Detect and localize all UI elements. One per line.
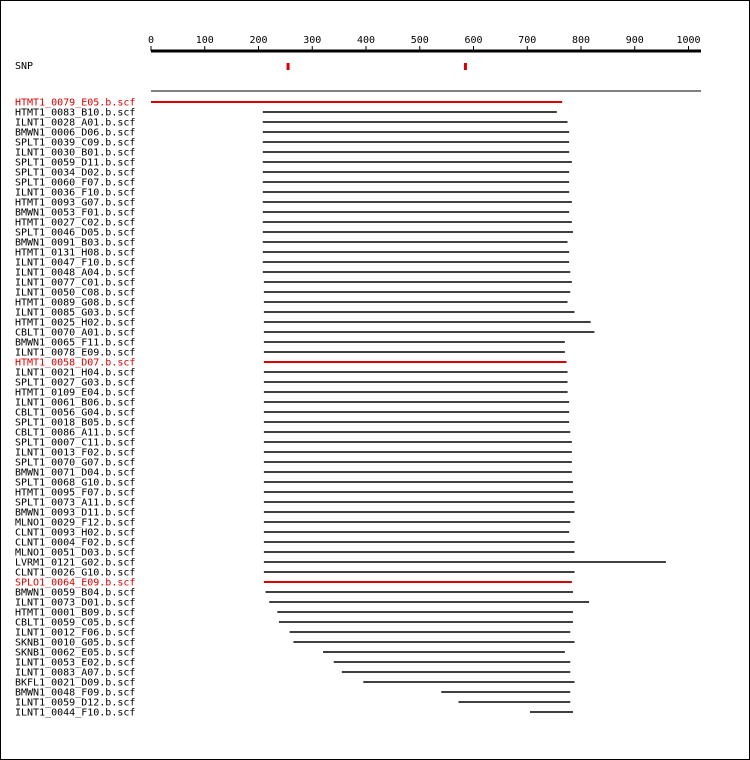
read-name[interactable]: LVRM1_0121_G02.b.scf bbox=[15, 557, 136, 569]
axis-tick-label: 800 bbox=[571, 35, 591, 46]
read-name[interactable]: HTMT1_0025_H02.b.scf bbox=[15, 317, 136, 329]
read-name[interactable]: SPLT1_0039_C09.b.scf bbox=[15, 137, 136, 149]
read-name[interactable]: CBLT1_0059_C05.b.scf bbox=[15, 617, 136, 629]
read-name[interactable]: ILNT1_0083_A07.b.scf bbox=[15, 667, 136, 679]
axis-tick-label: 400 bbox=[356, 35, 376, 46]
read-name[interactable]: ILNT1_0036_F10.b.scf bbox=[15, 187, 136, 199]
read-name[interactable]: ILNT1_0073_D01.b.scf bbox=[15, 597, 136, 609]
read-name[interactable]: HTMT1_0079_E05.b.scf bbox=[15, 97, 136, 109]
snp-marker bbox=[464, 63, 467, 70]
read-name[interactable]: BMWN1_0071_D04.b.scf bbox=[15, 467, 136, 479]
axis-tick-label: 700 bbox=[518, 35, 537, 46]
read-name[interactable]: ILNT1_0050_C08.b.scf bbox=[15, 287, 136, 299]
read-alignment-diagram bbox=[1, 1, 749, 759]
read-name[interactable]: ILNT1_0078_E09.b.scf bbox=[15, 347, 136, 359]
read-name[interactable]: CLNT1_0004_F02.b.scf bbox=[15, 537, 136, 549]
read-name[interactable]: HTMT1_0109_E04.b.scf bbox=[15, 387, 136, 399]
axis-tick-label: 1000 bbox=[676, 35, 701, 46]
read-name[interactable]: BMWN1_0053_F01.b.scf bbox=[15, 207, 136, 219]
axis-tick-label: 100 bbox=[195, 35, 214, 46]
read-name[interactable]: ILNT1_0030_B01.b.scf bbox=[15, 147, 136, 159]
read-name[interactable]: SPLO1_0064_E09.b.scf bbox=[15, 577, 136, 589]
axis-tick-label: 200 bbox=[249, 35, 268, 46]
read-name[interactable]: ILNT1_0053_E02.b.scf bbox=[15, 657, 136, 669]
read-name[interactable]: BKFL1_0021_D09.b.scf bbox=[15, 677, 136, 689]
read-name[interactable]: CLNT1_0026_G10.b.scf bbox=[15, 567, 136, 579]
read-name[interactable]: HTMT1_0058_D07.b.scf bbox=[15, 357, 136, 369]
read-name[interactable]: CBLT1_0056_G04.b.scf bbox=[15, 407, 136, 419]
read-name[interactable]: BMWN1_0048_F09.b.scf bbox=[15, 687, 136, 699]
read-name[interactable]: ILNT1_0048_A04.b.scf bbox=[15, 267, 136, 279]
read-name[interactable]: HTMT1_0095_F07.b.scf bbox=[15, 487, 136, 499]
read-name[interactable]: MLNO1_0051_D03.b.scf bbox=[15, 547, 136, 559]
snp-track bbox=[15, 61, 467, 72]
read-name[interactable]: HTMT1_0001_B09.b.scf bbox=[15, 607, 136, 619]
read-name[interactable]: ILNT1_0021_H04.b.scf bbox=[15, 367, 136, 379]
read-name[interactable]: ILNT1_0028_A01.b.scf bbox=[15, 117, 136, 129]
read-name[interactable]: BMWN1_0006_D06.b.scf bbox=[15, 127, 136, 139]
snp-track-label: SNP bbox=[15, 61, 34, 72]
axis-tick-label: 300 bbox=[303, 35, 322, 46]
read-name[interactable]: SPLT1_0034_D02.b.scf bbox=[15, 167, 136, 179]
read-name[interactable]: ILNT1_0061_B06.b.scf bbox=[15, 397, 136, 409]
read-name[interactable]: SPLT1_0018_B05.b.scf bbox=[15, 417, 136, 429]
read-name[interactable]: HTMT1_0027_C02.b.scf bbox=[15, 217, 136, 229]
read-name[interactable]: ILNT1_0013_F02.b.scf bbox=[15, 447, 136, 459]
read-list bbox=[15, 98, 666, 719]
read-name[interactable]: BMWN1_0091_B03.b.scf bbox=[15, 237, 136, 249]
read-row[interactable] bbox=[15, 708, 573, 719]
read-name[interactable]: SPLT1_0068_G10.b.scf bbox=[15, 477, 136, 489]
snp-marker bbox=[287, 63, 290, 70]
read-name[interactable]: SKNB1_0010_G05.b.scf bbox=[15, 637, 136, 649]
read-name[interactable]: SKNB1_0062_E05.b.scf bbox=[15, 647, 136, 659]
read-name[interactable]: BMWN1_0065_F11.b.scf bbox=[15, 337, 136, 349]
read-name[interactable]: ILNT1_0059_D12.b.scf bbox=[15, 697, 136, 709]
read-name[interactable]: CLNT1_0093_H02.b.scf bbox=[15, 527, 136, 539]
axis-tick-label: 0 bbox=[147, 35, 155, 46]
read-name[interactable]: HTMT1_0093_G07.b.scf bbox=[15, 197, 136, 209]
read-name[interactable]: ILNT1_0085_G03.b.scf bbox=[15, 307, 136, 319]
read-name[interactable]: CBLT1_0086_A11.b.scf bbox=[15, 427, 136, 439]
read-name[interactable]: SPLT1_0046_D05.b.scf bbox=[15, 227, 136, 239]
read-name[interactable]: ILNT1_0047_F10.b.scf bbox=[15, 257, 136, 269]
read-name[interactable]: HTMT1_0083_B10.b.scf bbox=[15, 107, 136, 119]
read-name[interactable]: ILNT1_0044_F10.b.scf bbox=[15, 707, 136, 719]
read-name[interactable]: CBLT1_0070_A01.b.scf bbox=[15, 327, 136, 339]
read-name[interactable]: ILNT1_0012_F06.b.scf bbox=[15, 627, 136, 639]
read-name[interactable]: BMWN1_0093_D11.b.scf bbox=[15, 507, 136, 519]
read-name[interactable]: SPLT1_0007_C11.b.scf bbox=[15, 437, 136, 449]
read-name[interactable]: SPLT1_0060_F07.b.scf bbox=[15, 177, 136, 189]
read-name[interactable]: SPLT1_0070_G07.b.scf bbox=[15, 457, 136, 469]
axis-tick-label: 900 bbox=[625, 35, 644, 46]
axis-tick-label: 500 bbox=[410, 35, 429, 46]
coordinate-axis bbox=[148, 35, 701, 51]
read-name[interactable]: SPLT1_0073_A11.b.scf bbox=[15, 497, 136, 509]
read-name[interactable]: BMWN1_0059_B04.b.scf bbox=[15, 587, 136, 599]
read-name[interactable]: SPLT1_0059_D11.b.scf bbox=[15, 157, 136, 169]
read-name[interactable]: HTMT1_0089_G08.b.scf bbox=[15, 297, 136, 309]
axis-tick-label: 600 bbox=[464, 35, 483, 46]
read-name[interactable]: HTMT1_0131_H08.b.scf bbox=[15, 247, 136, 259]
read-name[interactable]: ILNT1_0077_C01.b.scf bbox=[15, 277, 136, 289]
read-name[interactable]: MLNO1_0029_F12.b.scf bbox=[15, 517, 136, 529]
read-name[interactable]: SPLT1_0027_G03.b.scf bbox=[15, 377, 136, 389]
